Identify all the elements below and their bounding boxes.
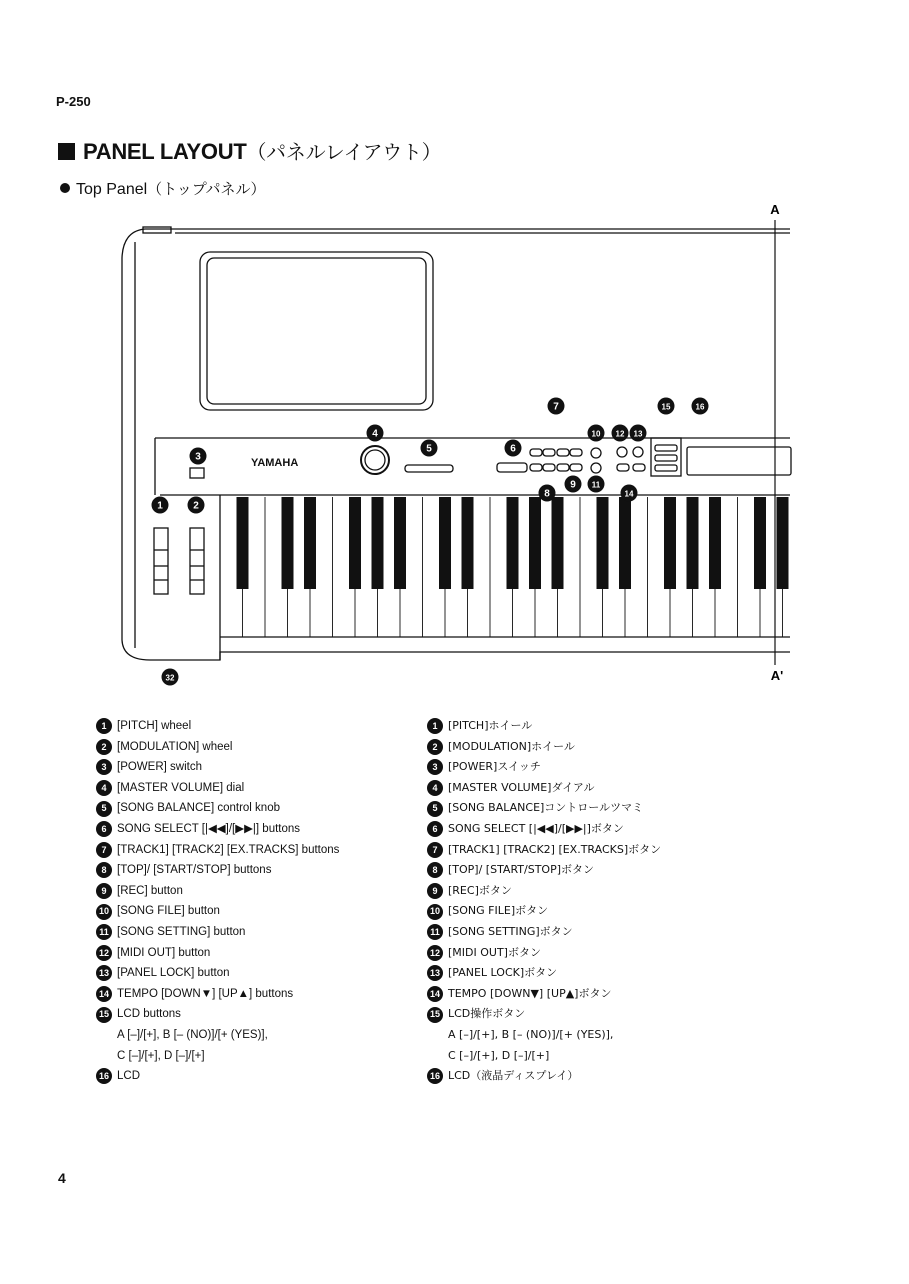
callout-number-badge: 16 <box>96 1068 112 1084</box>
list-item-text: [PITCH]ホイール <box>448 719 533 732</box>
power-switch <box>190 468 204 478</box>
black-key <box>439 497 451 589</box>
callout-number-badge: 10 <box>427 904 443 920</box>
list-item-text: [TRACK1] [TRACK2] [EX.TRACKS] buttons <box>117 843 340 856</box>
track-button <box>570 449 582 456</box>
page-number: 4 <box>58 1170 66 1186</box>
callout-5-label: 5 <box>426 443 432 455</box>
list-item <box>96 860 416 881</box>
list-item <box>427 778 847 799</box>
callout-16-label: 16 <box>695 402 705 412</box>
callout-number-badge: 6 <box>427 821 443 837</box>
black-key <box>237 497 249 589</box>
list-item <box>96 901 416 922</box>
song-select-buttons <box>497 463 527 472</box>
callout-number-badge: 10 <box>96 904 112 920</box>
transport-button <box>570 464 582 471</box>
song-balance-knob <box>405 465 453 472</box>
list-item-text: [SONG BALANCE] control knob <box>117 802 280 815</box>
list-item-text: LCD <box>117 1070 141 1083</box>
model-name: P-250 <box>56 94 91 109</box>
lcd-button <box>655 455 677 461</box>
list-item-text: C [–]/[+], D [–]/[+] <box>448 1048 550 1062</box>
list-item <box>427 943 847 964</box>
list-item <box>96 819 416 840</box>
list-item <box>96 963 416 984</box>
list-item-text: LCD操作ボタン <box>448 1007 526 1021</box>
master-volume-dial-inner <box>365 450 385 470</box>
callout-9-label: 9 <box>570 479 576 491</box>
callout-number-badge: 11 <box>96 924 112 940</box>
keyboard-body-outline <box>122 229 790 660</box>
callout-number-badge: 13 <box>427 965 443 981</box>
list-item-text: LCD（液晶ディスプレイ） <box>448 1069 579 1083</box>
list-item <box>96 757 416 778</box>
callout-11-label: 11 <box>591 480 601 490</box>
callout-number-badge: 8 <box>427 862 443 878</box>
list-item-text: [REC]ボタン <box>448 883 512 897</box>
song-setting-button <box>591 463 601 473</box>
list-item <box>96 1004 416 1025</box>
callout-3-label: 3 <box>195 451 201 463</box>
callout-12-label: 12 <box>615 429 625 439</box>
list-item-text: [SONG FILE] button <box>117 905 220 918</box>
list-item <box>427 1004 847 1025</box>
callout-32-label: 32 <box>165 673 175 683</box>
tempo-up-button <box>633 464 645 471</box>
list-item <box>96 984 416 1005</box>
list-item-detail <box>96 1025 416 1046</box>
list-item <box>427 984 847 1005</box>
list-item-detail <box>427 1025 847 1046</box>
top-panel-diagram <box>0 195 909 695</box>
lcd-button <box>655 445 677 451</box>
track-button <box>530 449 542 456</box>
black-key <box>304 497 316 589</box>
callout-14-label: 14 <box>624 489 634 499</box>
list-item-text: [MODULATION] wheel <box>117 740 233 753</box>
callout-number-badge: 12 <box>427 945 443 961</box>
transport-button <box>557 464 569 471</box>
transport-button <box>543 464 555 471</box>
list-item <box>427 901 847 922</box>
list-item-text: [SONG SETTING]ボタン <box>448 924 573 938</box>
round-bullet-icon <box>60 183 70 193</box>
list-item-text: [SONG BALANCE]コントロールツマミ <box>448 801 644 815</box>
list-item <box>427 860 847 881</box>
callout-number-badge: 16 <box>427 1068 443 1084</box>
list-item <box>96 1066 416 1087</box>
square-bullet-icon <box>58 143 75 160</box>
list-item <box>96 881 416 902</box>
list-item <box>96 778 416 799</box>
callout-10-label: 10 <box>591 429 601 439</box>
list-item <box>96 798 416 819</box>
list-item-text: [PITCH] wheel <box>117 720 192 732</box>
list-item-text: [PANEL LOCK]ボタン <box>448 966 558 980</box>
black-key <box>372 497 384 589</box>
callout-number-badge: 7 <box>96 842 112 858</box>
list-item <box>427 757 847 778</box>
list-item <box>96 840 416 861</box>
callout-number-badge: 2 <box>96 739 112 755</box>
callout-number-badge: 5 <box>96 801 112 817</box>
tempo-down-button <box>617 464 629 471</box>
transport-button <box>530 464 542 471</box>
callout-number-badge: 2 <box>427 739 443 755</box>
brand-logo: YAMAHA <box>251 457 299 469</box>
callout-number-badge: 15 <box>427 1007 443 1023</box>
list-item-text: [SONG FILE]ボタン <box>448 904 549 918</box>
black-key <box>664 497 676 589</box>
callout-number-badge: 11 <box>427 924 443 940</box>
black-key <box>709 497 721 589</box>
list-item-text: [MASTER VOLUME]ダイアル <box>448 780 595 794</box>
callout-number-badge: 4 <box>96 780 112 796</box>
list-item-text: [PANEL LOCK] button <box>117 967 230 980</box>
list-item <box>427 963 847 984</box>
list-item <box>427 737 847 758</box>
list-item-text: [MASTER VOLUME] dial <box>117 781 245 794</box>
pitch-wheel <box>154 528 168 594</box>
body-corner-tab <box>143 227 171 233</box>
callout-number-badge: 9 <box>427 883 443 899</box>
callout-number-badge: 14 <box>427 986 443 1002</box>
list-item <box>96 922 416 943</box>
list-item-detail <box>96 1046 416 1067</box>
list-item-text: [SONG SETTING] button <box>117 925 246 938</box>
list-item-text: LCD buttons <box>117 1008 181 1021</box>
callout-number-badge: 9 <box>96 883 112 899</box>
callout-number-badge: 12 <box>96 945 112 961</box>
panel-lock-button <box>633 447 643 457</box>
list-item <box>427 881 847 902</box>
list-item-text: [REC] button <box>117 884 183 897</box>
list-item <box>96 716 416 737</box>
callout-number-badge: 6 <box>96 821 112 837</box>
black-key <box>597 497 609 589</box>
black-key <box>619 497 631 589</box>
section-title: PANEL LAYOUT（パネルレイアウト） <box>58 136 441 165</box>
music-rest <box>200 252 433 410</box>
black-key <box>349 497 361 589</box>
black-key <box>394 497 406 589</box>
black-key <box>552 497 564 589</box>
modulation-wheel <box>190 528 204 594</box>
callout-15-label: 15 <box>661 402 671 412</box>
callout-6-label: 6 <box>510 443 516 455</box>
callout-number-badge: 1 <box>427 718 443 734</box>
callout-number-badge: 13 <box>96 965 112 981</box>
list-item-text: C [–]/[+], D [–]/[+] <box>117 1049 205 1062</box>
black-key <box>282 497 294 589</box>
track-button <box>557 449 569 456</box>
song-file-button <box>591 448 601 458</box>
list-item <box>427 922 847 943</box>
legend-japanese <box>427 716 847 1087</box>
list-item <box>427 716 847 737</box>
callout-number-badge: 14 <box>96 986 112 1002</box>
section-mark-a: A <box>770 202 780 217</box>
callout-number-badge: 3 <box>96 759 112 775</box>
list-item-text: [MODULATION]ホイール <box>448 739 575 753</box>
list-item-text: TEMPO [DOWN▼] [UP▲]ボタン <box>448 986 612 1000</box>
callout-2-label: 2 <box>193 500 199 512</box>
black-key <box>754 497 766 589</box>
list-item <box>427 840 847 861</box>
list-item-text: [TOP]/ [START/STOP] buttons <box>117 864 272 877</box>
callout-number-badge: 8 <box>96 862 112 878</box>
list-item-text: [TOP]/ [START/STOP]ボタン <box>448 863 595 877</box>
callout-13-label: 13 <box>633 429 643 439</box>
lcd-button <box>655 465 677 471</box>
callout-number-badge: 3 <box>427 759 443 775</box>
music-rest-inner <box>207 258 426 404</box>
list-item <box>96 943 416 964</box>
callout-number-badge: 7 <box>427 842 443 858</box>
subsection-title: Top Panel（トップパネル） <box>60 178 266 199</box>
list-item-text: TEMPO [DOWN▼] [UP▲] buttons <box>117 987 294 1000</box>
list-item <box>427 819 847 840</box>
list-item-text: [POWER] switch <box>117 761 202 774</box>
callout-number-badge: 4 <box>427 780 443 796</box>
callout-number-badge: 5 <box>427 801 443 817</box>
list-item-detail <box>427 1046 847 1067</box>
list-item-text: A [–]/[+], B [– (NO)]/[+ (YES)], <box>448 1027 614 1041</box>
legend-english <box>96 716 416 1087</box>
callout-4-label: 4 <box>372 428 378 440</box>
section-mark-a-prime: A' <box>770 668 784 683</box>
list-item-text: SONG SELECT [|◀◀]/[▶▶|] buttons <box>117 822 301 835</box>
black-key <box>462 497 474 589</box>
black-key <box>687 497 699 589</box>
list-item <box>96 737 416 758</box>
list-item <box>427 798 847 819</box>
callout-number-badge: 15 <box>96 1007 112 1023</box>
list-item <box>427 1066 847 1087</box>
callout-7-label: 7 <box>553 401 559 413</box>
callout-8-label: 8 <box>544 488 550 500</box>
midi-out-button <box>617 447 627 457</box>
callout-number-badge: 1 <box>96 718 112 734</box>
list-item-text: A [–]/[+], B [– (NO)]/[+ (YES)], <box>117 1028 268 1041</box>
list-item-text: [MIDI OUT] button <box>117 946 211 959</box>
black-key <box>777 497 789 589</box>
list-item-text: [POWER]スイッチ <box>448 760 541 774</box>
callout-1-label: 1 <box>157 500 163 512</box>
list-item-text: [MIDI OUT]ボタン <box>448 945 541 959</box>
track-button <box>543 449 555 456</box>
list-item-text: [TRACK1] [TRACK2] [EX.TRACKS]ボタン <box>448 842 662 856</box>
black-key <box>529 497 541 589</box>
list-item-text: SONG SELECT [|◀◀]/[▶▶|]ボタン <box>448 821 624 835</box>
black-key <box>507 497 519 589</box>
